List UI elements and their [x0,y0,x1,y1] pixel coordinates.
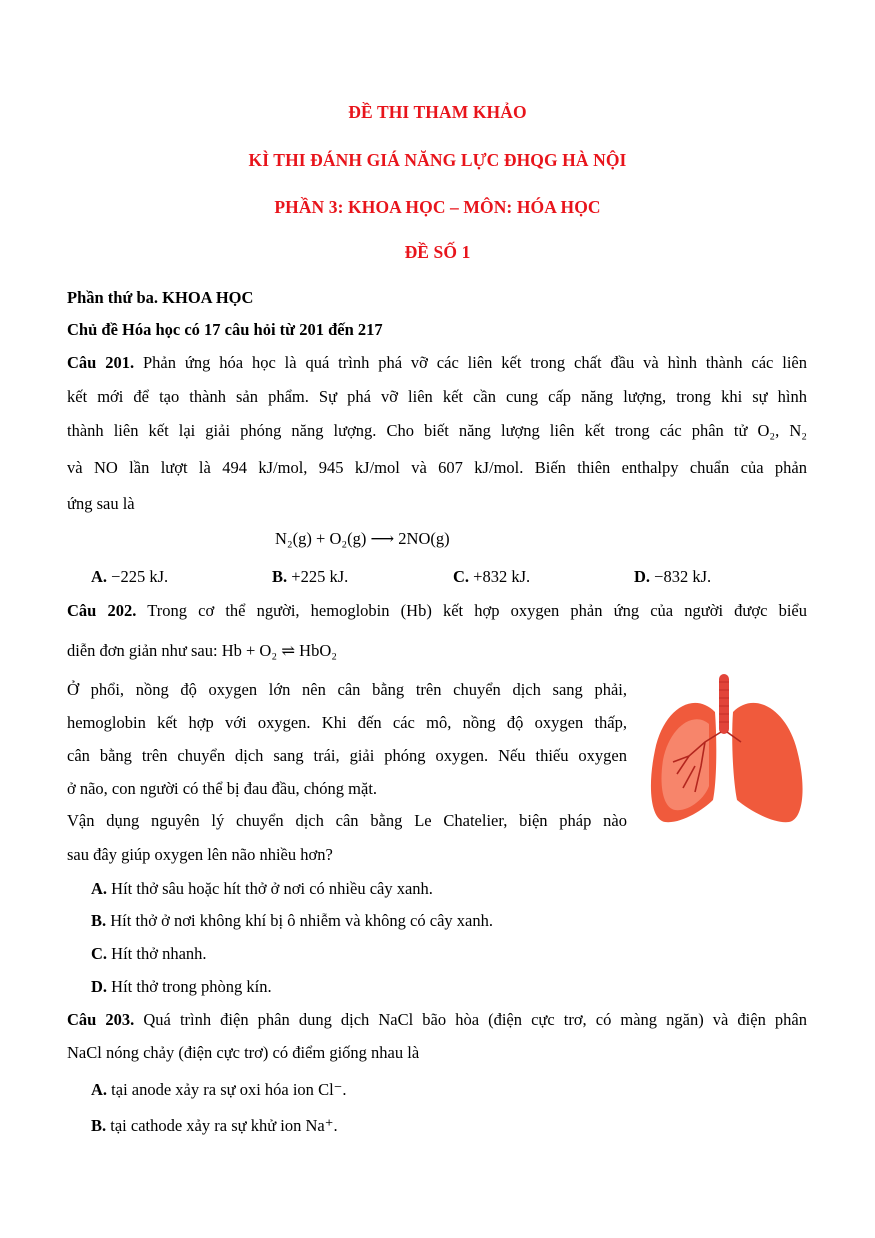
q201-line-5: ứng sau là [67,494,135,513]
q202-line-1 [67,601,807,621]
q202-para-6: sau đây giúp oxygen lên não nhiều hơn? [67,845,333,864]
option-text: Hít thở trong phòng kín. [111,977,272,996]
q201-option-b[interactable] [272,567,348,587]
option-text: −832 kJ. [654,567,712,586]
section-part: Phần thứ ba. KHOA HỌC [67,288,254,307]
q202-para-2: hemoglobin kết hợp với oxygen. Khi đến các mô, nồng độ oxygen thấp, [67,713,627,732]
option-text: tại cathode xảy ra sự khử ion [110,1116,302,1135]
option-text: −225 kJ. [111,567,169,586]
option-label: B. [272,567,288,586]
q203-line-2: NaCl nóng chảy (điện cực trơ) có điểm giống nhau là [67,1043,420,1062]
q202-option-d[interactable] [91,977,272,997]
q202-para-3: cân bằng trên chuyển dịch sang trái, giải phóng oxygen. Nếu thiếu oxygen [67,746,627,765]
q201-equation: N₂(g) + O₂(g) ⟶ 2NO(g) [275,529,450,548]
q203-option-b[interactable] [91,1116,338,1136]
q202-option-c[interactable] [91,944,207,964]
q202-equation: Hb + O₂ ⇌ HbO₂ [221,641,337,660]
doc-title-1: ĐỀ THI THAM KHẢO [348,102,527,122]
q203-label: Câu 203. [67,1010,135,1029]
q202-para-4: ở não, con người có thể bị đau đầu, chóng mặt. [67,779,378,798]
q202-option-b[interactable] [91,911,493,931]
q201-molecules: O₂, N₂ [757,421,807,440]
q201-line-4: và NO lần lượt là 494 kJ/mol, 945 kJ/mol và 607 kJ/mol. Biến thiên enthalpy chuẩn của phản [67,458,807,477]
option-end: . [333,1116,338,1135]
q203-text-1: Quá trình điện phân dung dịch NaCl bão hòa (điện cực trơ, có màng ngăn) và điện phân [143,1010,807,1029]
option-label: D. [634,567,651,586]
option-label: C. [91,944,108,963]
q201-option-c[interactable] [453,567,530,587]
doc-title-2: KÌ THI ĐÁNH GIÁ NĂNG LỰC ĐHQG HÀ NỘI [248,150,627,170]
q201-line-1 [67,353,807,373]
q202-para-5: Vận dụng nguyên lý chuyển dịch cân bằng Le Chatelier, biện pháp nào [67,811,627,830]
doc-title-4: ĐỀ SỐ 1 [404,242,471,262]
q202-text-2: diễn đơn giản như sau: [67,641,218,660]
q202-text-1: Trong cơ thể người, hemoglobin (Hb) kết hợp oxygen phản ứng của người được biểu [147,601,807,620]
option-label: B. [91,911,107,930]
option-text: Hít thở sâu hoặc hít thở ở nơi có nhiều cây xanh. [111,879,433,898]
option-text: Hít thở nhanh. [111,944,207,963]
section-topic: Chủ đề Hóa học có 17 câu hỏi từ 201 đến 217 [67,320,383,339]
q201-label: Câu 201. [67,353,135,372]
q201-line-3 [67,421,807,441]
q203-option-a[interactable] [91,1080,347,1100]
option-label: B. [91,1116,107,1135]
option-text: tại anode xảy ra sự oxi hóa ion [111,1080,314,1099]
option-label: A. [91,1080,108,1099]
q202-line-2 [67,641,337,661]
option-label: D. [91,977,108,996]
option-end: . [342,1080,347,1099]
q201-text-1: Phản ứng hóa học là quá trình phá vỡ các liên kết trong chất đầu và hình thành các liên [143,353,807,372]
q202-para-1: Ở phổi, nồng độ oxygen lớn nên cân bằng trên chuyển dịch sang phải, [67,680,627,699]
option-text: +832 kJ. [473,567,531,586]
option-label: A. [91,567,108,586]
lung-illustration [643,670,813,830]
trachea [719,674,729,734]
right-lung [732,703,802,822]
doc-title-3: PHẦN 3: KHOA HỌC – MÔN: HÓA HỌC [274,197,601,217]
q201-line-2: kết mới để tạo thành sản phẩm. Sự phá vỡ liên kết cần cung cấp năng lượng, trong khi sự hình [67,387,807,406]
option-text: Hít thở ở nơi không khí bị ô nhiễm và không có cây xanh. [110,911,493,930]
q202-option-a[interactable] [91,879,433,899]
q201-option-d[interactable] [634,567,711,587]
option-ion: Na⁺ [305,1116,334,1135]
option-label: C. [453,567,470,586]
option-ion: Cl⁻ [318,1080,343,1099]
q202-label: Câu 202. [67,601,137,620]
q201-option-a[interactable] [91,567,168,587]
q201-text-3: thành liên kết lại giải phóng năng lượng. Cho biết năng lượng liên kết trong các phân tử [67,421,748,440]
q203-line-1 [67,1010,807,1030]
option-text: +225 kJ. [291,567,349,586]
option-label: A. [91,879,108,898]
